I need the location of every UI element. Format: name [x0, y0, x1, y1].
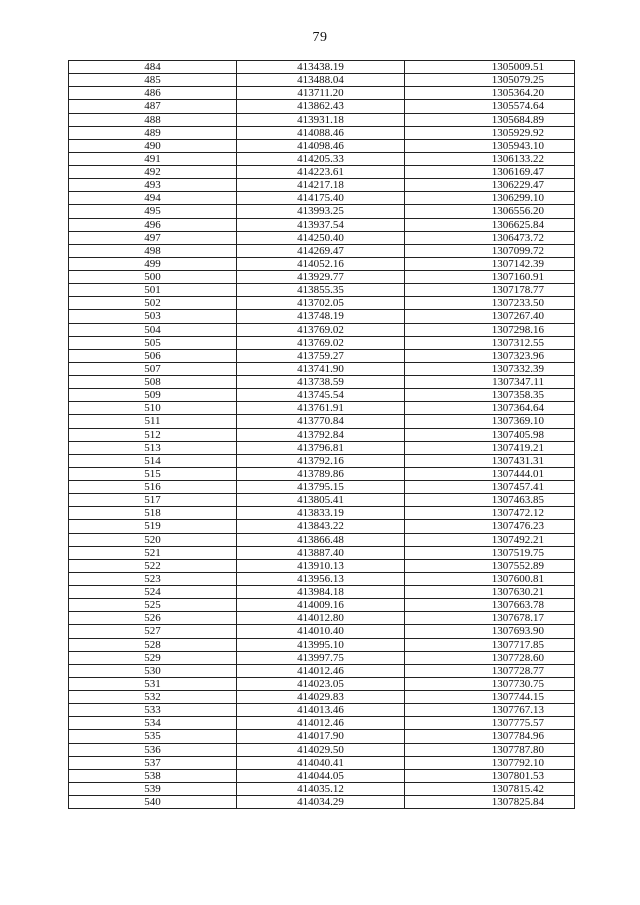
point-number-cell: 518 — [69, 507, 237, 520]
x-coordinate-cell: 414012.46 — [237, 664, 405, 677]
x-coordinate-cell: 413956.13 — [237, 572, 405, 585]
point-number-cell: 484 — [69, 61, 237, 74]
table-row — [69, 284, 575, 297]
y-coordinate-cell: 1305364.20 — [405, 87, 575, 100]
y-coordinate-cell: 1307492.21 — [405, 533, 575, 546]
point-number-cell: 520 — [69, 533, 237, 546]
point-number-cell: 491 — [69, 152, 237, 165]
x-coordinate-cell: 414012.46 — [237, 717, 405, 730]
y-coordinate-cell: 1307267.40 — [405, 310, 575, 323]
point-number-cell: 498 — [69, 244, 237, 257]
table-row — [69, 100, 575, 113]
table-row — [69, 231, 575, 244]
x-coordinate-cell: 413862.43 — [237, 100, 405, 113]
y-coordinate-cell: 1307825.84 — [405, 796, 575, 809]
x-coordinate-cell: 413984.18 — [237, 586, 405, 599]
table-row — [69, 507, 575, 520]
y-coordinate-cell: 1307600.81 — [405, 572, 575, 585]
y-coordinate-cell: 1307160.91 — [405, 271, 575, 284]
y-coordinate-cell: 1305009.51 — [405, 61, 575, 74]
x-coordinate-cell: 414052.16 — [237, 257, 405, 270]
y-coordinate-cell: 1307728.77 — [405, 664, 575, 677]
y-coordinate-cell: 1307312.55 — [405, 336, 575, 349]
point-number-cell: 533 — [69, 704, 237, 717]
table-row — [69, 651, 575, 664]
point-number-cell: 494 — [69, 192, 237, 205]
point-number-cell: 508 — [69, 376, 237, 389]
point-number-cell: 504 — [69, 323, 237, 336]
y-coordinate-cell: 1306473.72 — [405, 231, 575, 244]
table-row — [69, 428, 575, 441]
x-coordinate-cell: 413748.19 — [237, 310, 405, 323]
x-coordinate-cell: 414010.40 — [237, 625, 405, 638]
y-coordinate-cell: 1307663.78 — [405, 599, 575, 612]
table-row — [69, 362, 575, 375]
y-coordinate-cell: 1307358.35 — [405, 389, 575, 402]
table-row — [69, 166, 575, 179]
x-coordinate-cell: 413741.90 — [237, 362, 405, 375]
y-coordinate-cell: 1307142.39 — [405, 257, 575, 270]
table-row — [69, 152, 575, 165]
x-coordinate-cell: 413759.27 — [237, 349, 405, 362]
point-number-cell: 525 — [69, 599, 237, 612]
y-coordinate-cell: 1307730.75 — [405, 677, 575, 690]
table-row — [69, 218, 575, 231]
table-row — [69, 192, 575, 205]
point-number-cell: 502 — [69, 297, 237, 310]
point-number-cell: 486 — [69, 87, 237, 100]
table-row — [69, 139, 575, 152]
table-row — [69, 559, 575, 572]
y-coordinate-cell: 1307787.80 — [405, 743, 575, 756]
y-coordinate-cell: 1307347.11 — [405, 376, 575, 389]
table-row — [69, 769, 575, 782]
y-coordinate-cell: 1307364.64 — [405, 402, 575, 415]
y-coordinate-cell: 1305684.89 — [405, 113, 575, 126]
y-coordinate-cell: 1307519.75 — [405, 546, 575, 559]
x-coordinate-cell: 413769.02 — [237, 323, 405, 336]
y-coordinate-cell: 1307775.57 — [405, 717, 575, 730]
x-coordinate-cell: 413438.19 — [237, 61, 405, 74]
table-row — [69, 257, 575, 270]
x-coordinate-cell: 413995.10 — [237, 638, 405, 651]
table-row — [69, 756, 575, 769]
table-row — [69, 87, 575, 100]
x-coordinate-cell: 413792.84 — [237, 428, 405, 441]
x-coordinate-cell: 413843.22 — [237, 520, 405, 533]
x-coordinate-cell: 413488.04 — [237, 74, 405, 87]
point-number-cell: 490 — [69, 139, 237, 152]
point-number-cell: 527 — [69, 625, 237, 638]
y-coordinate-cell: 1306625.84 — [405, 218, 575, 231]
x-coordinate-cell: 413745.54 — [237, 389, 405, 402]
point-number-cell: 495 — [69, 205, 237, 218]
x-coordinate-cell: 413796.81 — [237, 441, 405, 454]
point-number-cell: 534 — [69, 717, 237, 730]
y-coordinate-cell: 1307323.96 — [405, 349, 575, 362]
table-row — [69, 441, 575, 454]
x-coordinate-cell: 413833.19 — [237, 507, 405, 520]
x-coordinate-cell: 414217.18 — [237, 179, 405, 192]
y-coordinate-cell: 1307233.50 — [405, 297, 575, 310]
table-row — [69, 113, 575, 126]
table-row — [69, 586, 575, 599]
x-coordinate-cell: 413769.02 — [237, 336, 405, 349]
y-coordinate-cell: 1305574.64 — [405, 100, 575, 113]
point-number-cell: 540 — [69, 796, 237, 809]
x-coordinate-cell: 414029.83 — [237, 691, 405, 704]
x-coordinate-cell: 413929.77 — [237, 271, 405, 284]
y-coordinate-cell: 1307457.41 — [405, 481, 575, 494]
y-coordinate-cell: 1307472.12 — [405, 507, 575, 520]
x-coordinate-cell: 413910.13 — [237, 559, 405, 572]
y-coordinate-cell: 1305929.92 — [405, 126, 575, 139]
table-row — [69, 796, 575, 809]
table-row — [69, 349, 575, 362]
x-coordinate-cell: 414023.05 — [237, 677, 405, 690]
table-row — [69, 402, 575, 415]
y-coordinate-cell: 1306556.20 — [405, 205, 575, 218]
x-coordinate-cell: 413761.91 — [237, 402, 405, 415]
point-number-cell: 515 — [69, 467, 237, 480]
y-coordinate-cell: 1307444.01 — [405, 467, 575, 480]
y-coordinate-cell: 1307369.10 — [405, 415, 575, 428]
y-coordinate-cell: 1306229.47 — [405, 179, 575, 192]
point-number-cell: 530 — [69, 664, 237, 677]
x-coordinate-cell: 413789.86 — [237, 467, 405, 480]
point-number-cell: 528 — [69, 638, 237, 651]
y-coordinate-cell: 1307717.85 — [405, 638, 575, 651]
x-coordinate-cell: 414009.16 — [237, 599, 405, 612]
point-number-cell: 526 — [69, 612, 237, 625]
y-coordinate-cell: 1307332.39 — [405, 362, 575, 375]
table-row — [69, 454, 575, 467]
point-number-cell: 509 — [69, 389, 237, 402]
table-row — [69, 336, 575, 349]
table-row — [69, 599, 575, 612]
y-coordinate-cell: 1307767.13 — [405, 704, 575, 717]
point-number-cell: 500 — [69, 271, 237, 284]
point-number-cell: 488 — [69, 113, 237, 126]
table-row — [69, 271, 575, 284]
table-row — [69, 520, 575, 533]
x-coordinate-cell: 414013.46 — [237, 704, 405, 717]
point-number-cell: 537 — [69, 756, 237, 769]
point-number-cell: 487 — [69, 100, 237, 113]
x-coordinate-cell: 413738.59 — [237, 376, 405, 389]
x-coordinate-cell: 414040.41 — [237, 756, 405, 769]
y-coordinate-cell: 1307178.77 — [405, 284, 575, 297]
table-row — [69, 743, 575, 756]
table-row — [69, 297, 575, 310]
point-number-cell: 538 — [69, 769, 237, 782]
table-row — [69, 323, 575, 336]
x-coordinate-cell: 414175.40 — [237, 192, 405, 205]
x-coordinate-cell: 414034.29 — [237, 796, 405, 809]
y-coordinate-cell: 1307463.85 — [405, 494, 575, 507]
point-number-cell: 517 — [69, 494, 237, 507]
y-coordinate-cell: 1307431.31 — [405, 454, 575, 467]
y-coordinate-cell: 1306299.10 — [405, 192, 575, 205]
point-number-cell: 506 — [69, 349, 237, 362]
point-number-cell: 496 — [69, 218, 237, 231]
point-number-cell: 522 — [69, 559, 237, 572]
point-number-cell: 492 — [69, 166, 237, 179]
point-number-cell: 529 — [69, 651, 237, 664]
table-row — [69, 717, 575, 730]
y-coordinate-cell: 1307801.53 — [405, 769, 575, 782]
table-row — [69, 376, 575, 389]
y-coordinate-cell: 1307552.89 — [405, 559, 575, 572]
y-coordinate-cell: 1306169.47 — [405, 166, 575, 179]
y-coordinate-cell: 1307678.17 — [405, 612, 575, 625]
point-number-cell: 493 — [69, 179, 237, 192]
point-number-cell: 516 — [69, 481, 237, 494]
y-coordinate-cell: 1307792.10 — [405, 756, 575, 769]
x-coordinate-cell: 413702.05 — [237, 297, 405, 310]
point-number-cell: 521 — [69, 546, 237, 559]
point-number-cell: 514 — [69, 454, 237, 467]
y-coordinate-cell: 1307099.72 — [405, 244, 575, 257]
y-coordinate-cell: 1307693.90 — [405, 625, 575, 638]
y-coordinate-cell: 1307744.15 — [405, 691, 575, 704]
point-number-cell: 497 — [69, 231, 237, 244]
x-coordinate-cell: 414250.40 — [237, 231, 405, 244]
y-coordinate-cell: 1305079.25 — [405, 74, 575, 87]
point-number-cell: 485 — [69, 74, 237, 87]
x-coordinate-cell: 414098.46 — [237, 139, 405, 152]
point-number-cell: 523 — [69, 572, 237, 585]
x-coordinate-cell: 413937.54 — [237, 218, 405, 231]
x-coordinate-cell: 413993.25 — [237, 205, 405, 218]
x-coordinate-cell: 414223.61 — [237, 166, 405, 179]
x-coordinate-cell: 413887.40 — [237, 546, 405, 559]
y-coordinate-cell: 1307784.96 — [405, 730, 575, 743]
table-row — [69, 533, 575, 546]
y-coordinate-cell: 1307728.60 — [405, 651, 575, 664]
x-coordinate-cell: 414088.46 — [237, 126, 405, 139]
point-number-cell: 510 — [69, 402, 237, 415]
table-row — [69, 126, 575, 139]
point-number-cell: 511 — [69, 415, 237, 428]
table-row — [69, 546, 575, 559]
table-row — [69, 704, 575, 717]
x-coordinate-cell: 413711.20 — [237, 87, 405, 100]
point-number-cell: 539 — [69, 782, 237, 795]
coordinates-table — [68, 60, 575, 809]
table-row — [69, 389, 575, 402]
x-coordinate-cell: 414205.33 — [237, 152, 405, 165]
table-row — [69, 782, 575, 795]
y-coordinate-cell: 1307815.42 — [405, 782, 575, 795]
table-row — [69, 730, 575, 743]
page-number: 79 — [312, 30, 328, 45]
point-number-cell: 531 — [69, 677, 237, 690]
table-row — [69, 481, 575, 494]
point-number-cell: 512 — [69, 428, 237, 441]
table-row — [69, 664, 575, 677]
point-number-cell: 513 — [69, 441, 237, 454]
table-row — [69, 638, 575, 651]
point-number-cell: 505 — [69, 336, 237, 349]
x-coordinate-cell: 413770.84 — [237, 415, 405, 428]
table-row — [69, 415, 575, 428]
x-coordinate-cell: 414044.05 — [237, 769, 405, 782]
x-coordinate-cell: 413855.35 — [237, 284, 405, 297]
point-number-cell: 536 — [69, 743, 237, 756]
point-number-cell: 507 — [69, 362, 237, 375]
y-coordinate-cell: 1307630.21 — [405, 586, 575, 599]
x-coordinate-cell: 413805.41 — [237, 494, 405, 507]
table-row — [69, 467, 575, 480]
table-row — [69, 691, 575, 704]
y-coordinate-cell: 1307419.21 — [405, 441, 575, 454]
table-row — [69, 677, 575, 690]
coordinates-table-body — [69, 61, 575, 809]
y-coordinate-cell: 1307405.98 — [405, 428, 575, 441]
point-number-cell: 499 — [69, 257, 237, 270]
point-number-cell: 519 — [69, 520, 237, 533]
table-row — [69, 205, 575, 218]
point-number-cell: 535 — [69, 730, 237, 743]
table-row — [69, 612, 575, 625]
x-coordinate-cell: 414269.47 — [237, 244, 405, 257]
point-number-cell: 489 — [69, 126, 237, 139]
y-coordinate-cell: 1307476.23 — [405, 520, 575, 533]
table-row — [69, 494, 575, 507]
point-number-cell: 501 — [69, 284, 237, 297]
x-coordinate-cell: 413795.15 — [237, 481, 405, 494]
table-row — [69, 625, 575, 638]
table-row — [69, 310, 575, 323]
y-coordinate-cell: 1305943.10 — [405, 139, 575, 152]
x-coordinate-cell: 414029.50 — [237, 743, 405, 756]
x-coordinate-cell: 413997.75 — [237, 651, 405, 664]
table-row — [69, 61, 575, 74]
x-coordinate-cell: 414017.90 — [237, 730, 405, 743]
x-coordinate-cell: 414012.80 — [237, 612, 405, 625]
y-coordinate-cell: 1307298.16 — [405, 323, 575, 336]
x-coordinate-cell: 414035.12 — [237, 782, 405, 795]
table-row — [69, 572, 575, 585]
x-coordinate-cell: 413792.16 — [237, 454, 405, 467]
point-number-cell: 524 — [69, 586, 237, 599]
point-number-cell: 532 — [69, 691, 237, 704]
table-row — [69, 74, 575, 87]
point-number-cell: 503 — [69, 310, 237, 323]
x-coordinate-cell: 413931.18 — [237, 113, 405, 126]
table-row — [69, 179, 575, 192]
y-coordinate-cell: 1306133.22 — [405, 152, 575, 165]
table-row — [69, 244, 575, 257]
x-coordinate-cell: 413866.48 — [237, 533, 405, 546]
